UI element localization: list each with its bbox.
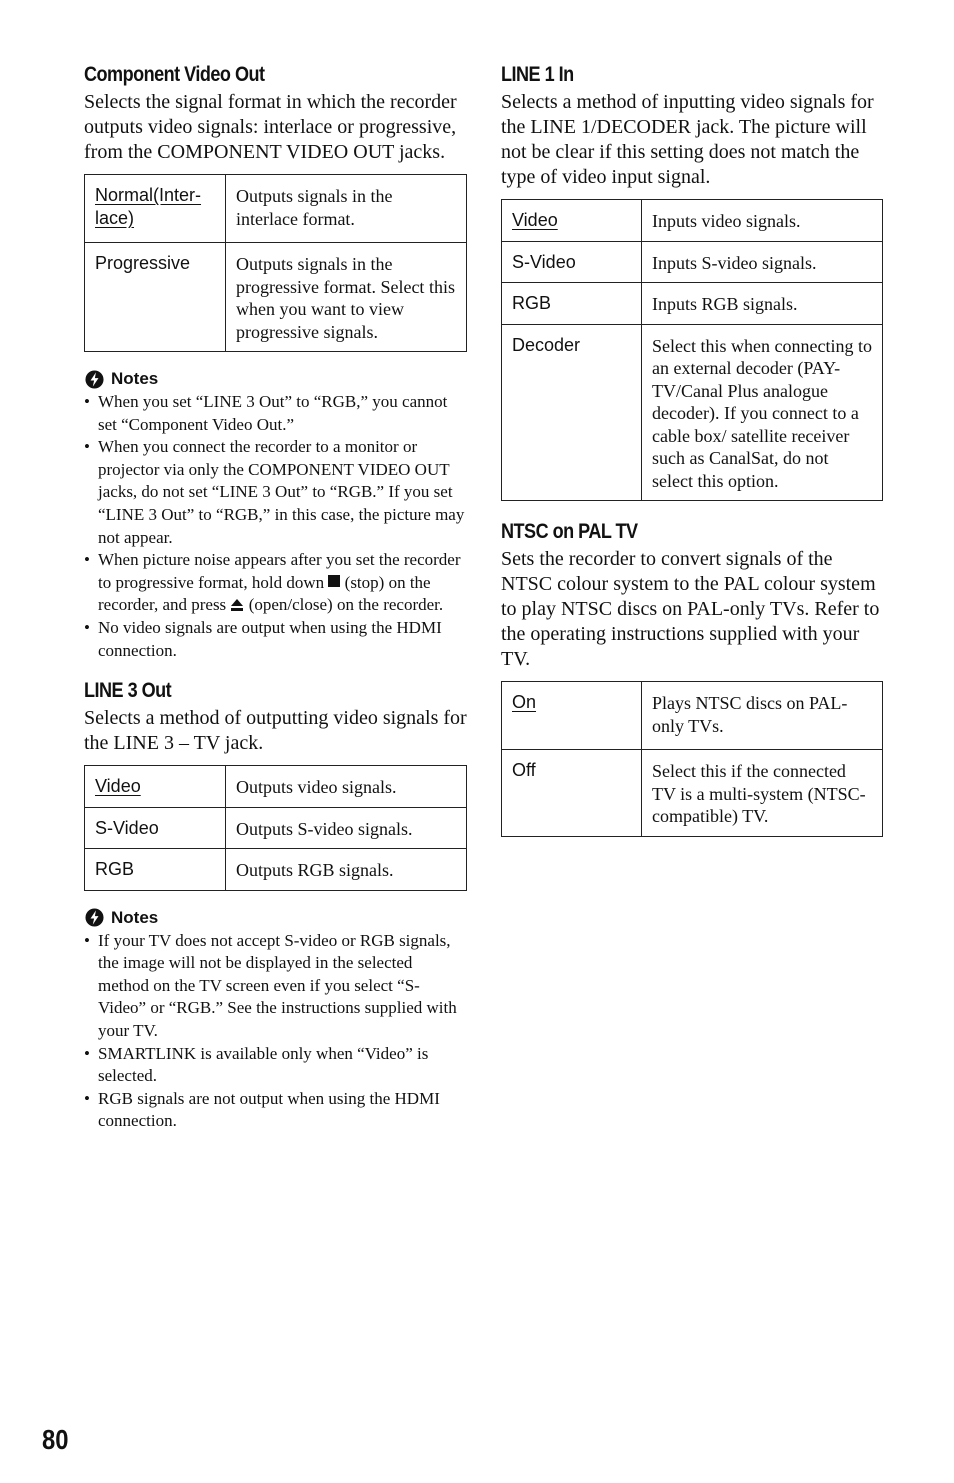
notes-heading <box>85 368 467 390</box>
option-key-default: On <box>512 692 537 712</box>
left-column <box>84 60 467 1147</box>
options-table-component-video-out <box>84 174 467 352</box>
list-item: • SMARTLINK is available only when “Video” is selected. <box>84 1043 467 1088</box>
list-item: • No video signals are output when using the HDMI connection. <box>84 617 467 662</box>
notes-heading <box>85 907 467 929</box>
table-row <box>502 682 883 750</box>
table-row <box>85 175 467 243</box>
section-intro: Selects the signal format in which the recorder outputs video signals: interlace or progressive, from the COMPONENT VIDEO OUT jacks. <box>84 91 457 163</box>
eject-icon <box>230 598 244 612</box>
table-row <box>85 243 467 352</box>
section-intro: Selects a method of outputting video signals for the LINE 3 – TV jack. <box>84 707 467 755</box>
option-key <box>502 200 642 242</box>
option-key: RGB <box>85 849 226 891</box>
option-desc: Inputs video signals. <box>642 200 883 242</box>
option-key <box>85 175 226 243</box>
option-key <box>85 766 226 808</box>
list-item: • If your TV does not accept S-video or RGB signals, the image will not be displayed in the selected method on the TV screen even if you select “S-Video” or “RGB.” See the instructions supplied with your TV. <box>84 930 467 1043</box>
table-row <box>502 241 883 283</box>
option-key-default: Video <box>512 210 558 230</box>
option-desc: Outputs video signals. <box>226 766 467 808</box>
table-row <box>502 324 883 501</box>
option-key: Decoder <box>502 324 642 501</box>
options-table-line1-in <box>501 199 883 501</box>
list-item: • When you set “LINE 3 Out” to “RGB,” you cannot set “Component Video Out.” <box>84 391 467 436</box>
table-row <box>85 807 467 849</box>
note-text: When picture noise appears after you set the recorder to progressive format, hold down <box>98 550 461 592</box>
notes-label: Notes <box>111 907 159 927</box>
note-text: (open/close) on the recorder. <box>244 595 444 615</box>
options-table-ntsc-on-pal-tv <box>501 681 883 837</box>
notes-icon <box>85 370 104 389</box>
section-title-line1-in: LINE 1 In <box>501 63 574 86</box>
list-item: • When you connect the recorder to a monitor or projector via only the COMPONENT VIDEO OUT jacks, do not set “LINE 3 Out” to “RGB.” If you set “LINE 3 Out” to “RGB,” in this case, the picture may not appear. <box>84 436 467 549</box>
option-desc: Outputs signals in the progressive format. Select this when you want to view progressive signals. <box>226 243 467 352</box>
option-desc: Outputs signals in the interlace format. <box>226 175 467 243</box>
option-desc: Select this when connecting to an external decoder (PAY-TV/Canal Plus analogue decoder). If you connect to a cable box/ satellite receiver such as CanalSat, do not select this option. <box>642 324 883 501</box>
options-table-line3-out <box>84 765 467 891</box>
option-desc: Plays NTSC discs on PAL-only TVs. <box>642 682 883 750</box>
option-desc: Inputs RGB signals. <box>642 283 883 325</box>
table-row <box>502 200 883 242</box>
option-desc: Inputs S-video signals. <box>642 241 883 283</box>
page-number: 80 <box>42 1424 69 1455</box>
section-title-ntsc-on-pal-tv: NTSC on PAL TV <box>501 520 638 543</box>
section-intro: Sets the recorder to convert signals of the NTSC colour system to the PAL colour system to play NTSC discs on PAL-only TVs. Refer to the operating instructions supplied with your TV. <box>501 548 880 670</box>
option-key-line: Normal(Inter- <box>95 185 202 205</box>
right-column <box>501 60 883 853</box>
notes-list <box>84 391 467 662</box>
list-item: • RGB signals are not output when using the HDMI connection. <box>84 1088 467 1133</box>
notes-icon <box>85 908 104 927</box>
list-item <box>84 549 467 617</box>
option-key: RGB <box>502 283 642 325</box>
option-key-line: lace) <box>95 208 135 228</box>
option-key: S-Video <box>502 241 642 283</box>
option-key: Progressive <box>85 243 226 352</box>
option-key: S-Video <box>85 807 226 849</box>
option-desc: Outputs S-video signals. <box>226 807 467 849</box>
option-desc: Select this if the connected TV is a multi-system (NTSC-compatible) TV. <box>642 750 883 837</box>
note-text: (stop) on the recorder, and press <box>98 572 431 615</box>
table-row <box>502 283 883 325</box>
section-title-component-video-out: Component Video Out <box>84 63 265 86</box>
notes-label: Notes <box>111 369 159 388</box>
option-desc: Outputs RGB signals. <box>226 849 467 891</box>
section-title-line3-out: LINE 3 Out <box>84 679 172 703</box>
table-row <box>502 750 883 837</box>
notes-list <box>84 930 467 1133</box>
table-row <box>85 766 467 808</box>
table-row <box>85 849 467 891</box>
option-key: Off <box>502 750 642 837</box>
stop-icon <box>328 575 340 587</box>
option-key <box>502 682 642 750</box>
option-key-default: Video <box>95 776 141 797</box>
section-intro: Selects a method of inputting video signals for the LINE 1/DECODER jack. The picture will not be clear if this setting does not match the type of video input signal. <box>501 91 874 188</box>
